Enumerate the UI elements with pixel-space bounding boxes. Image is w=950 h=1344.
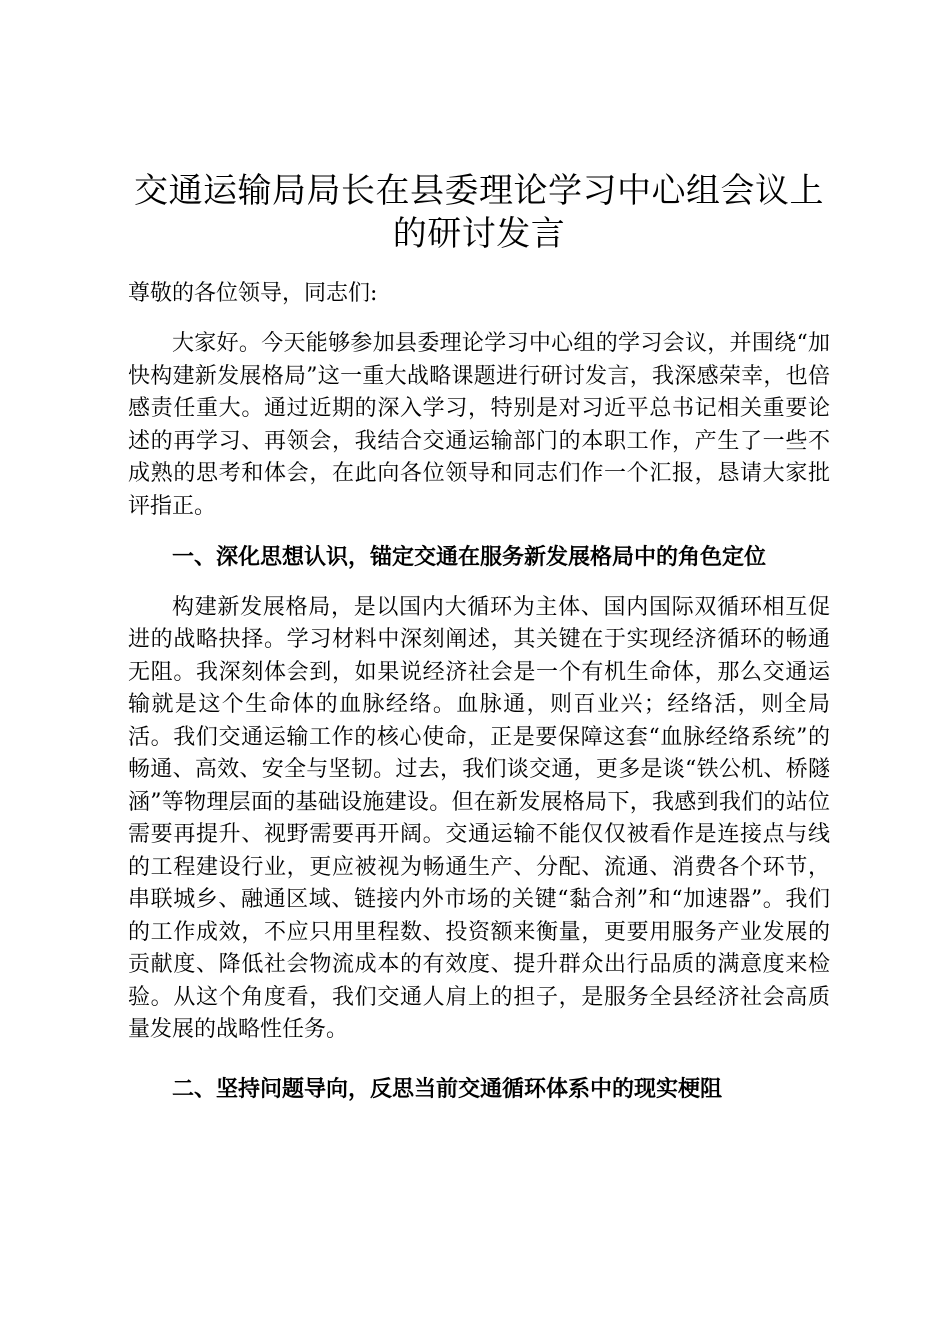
section-heading-1: 一、深化思想认识，锚定交通在服务新发展格局中的角色定位 (172, 544, 767, 570)
section-heading-2: 二、坚持问题导向，反思当前交通循环体系中的现实梗阻 (172, 1075, 723, 1102)
salutation: 尊敬的各位领导，同志们: (128, 281, 378, 306)
intro-paragraph: 大家好。今天能够参加县委理论学习中心组的学习会议，并围绕“加快构建新发展格局”这一重大战略课题进行研讨发言，我深感荣幸，也倍感责任重大。通过近期的深入学习，特别是对习近平总书记相关重要论述的再学习、再领会，我结合交通运输部门的本职工作，产生了一些不成熟的思考和体会，在此向各位领导和同志们作一个汇报，恳请大家批评指正。 (128, 331, 830, 519)
document-title: 交通运输局局长在县委理论学习中心组会议上的研讨发言 (134, 171, 824, 254)
section-1-paragraph: 构建新发展格局，是以国内大循环为主体、国内国际双循环相互促进的战略抉择。学习材料中深刻阐述，其关键在于实现经济循环的畅通无阻。我深刻体会到，如果说经济社会是一个有机生命体，那么交通运输就是这个生命体的血脉经络。血脉通，则百业兴；经络活，则全局活。我们交通运输工作的核心使命，正是要保障这套“血脉经络系统”的畅通、高效、安全与坚韧。过去，我们谈交通，更多是谈“铁公机、桥隧涵”等物理层面的基础设施建设。但在新发展格局下，我感到我们的站位需要再提升、视野需要再开阔。交通运输不能仅仅被看作是连接点与线的工程建设行业，更应被视为畅通生产、分配、流通、消费各个环节，串联城乡、融通区域、链接内外市场的关键“黏合剂”和“加速器”。我们的工作成效，不应只用里程数、投资额来衡量，更要用服务产业发展的贡献度、降低社会物流成本的有效度、提升群众出行品质的满意度来检验。从这个角度看，我们交通人肩上的担子，是服务全县经济社会高质量发展的战略性任务。 (128, 594, 830, 1042)
document-body (128, 170, 830, 1105)
